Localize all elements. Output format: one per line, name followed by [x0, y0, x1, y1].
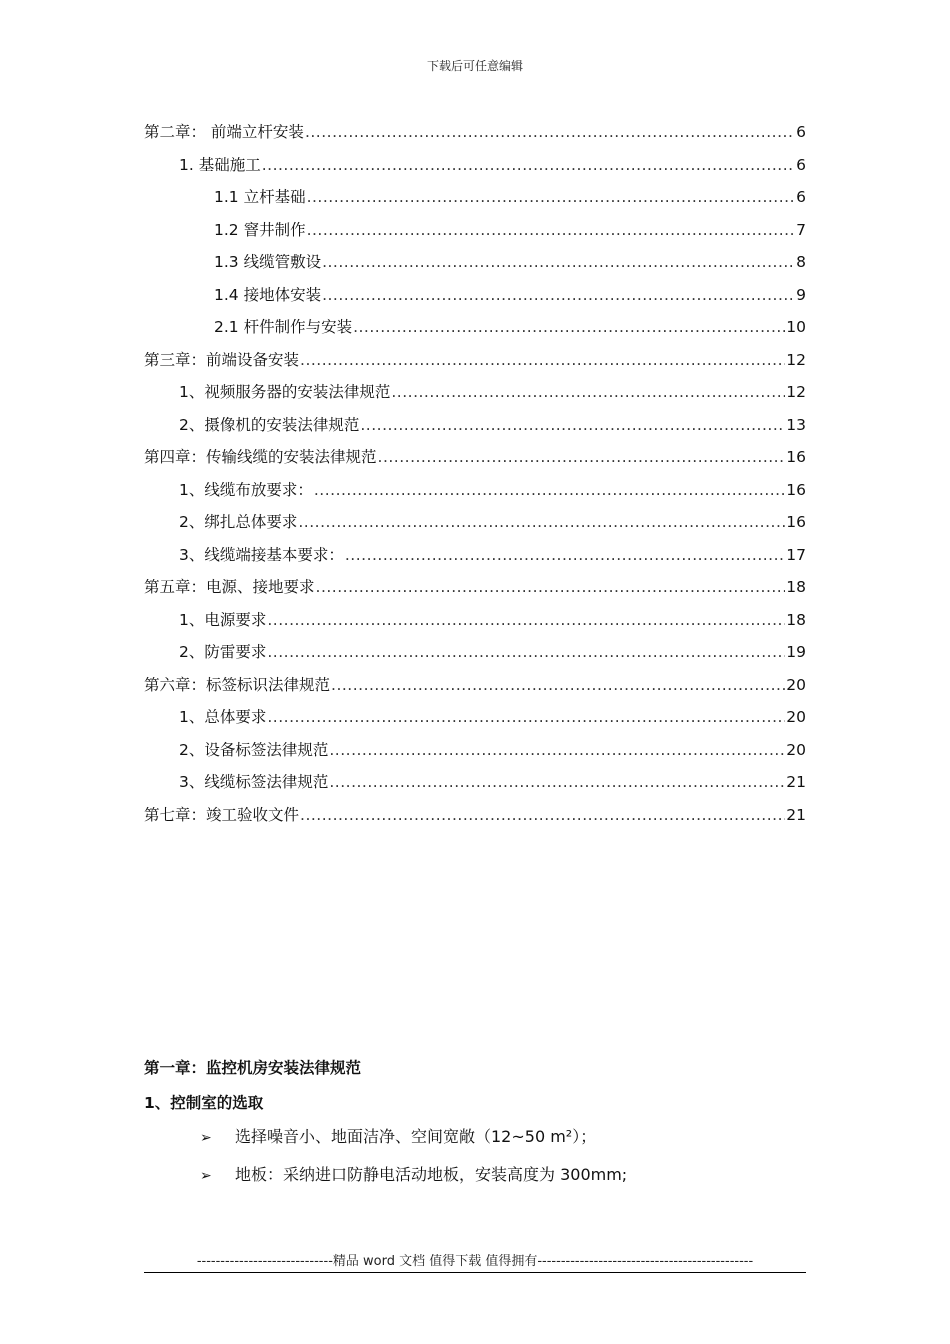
toc-leader-dots: [353, 318, 785, 336]
toc-entry-page: 19: [786, 643, 806, 661]
toc-entry[interactable]: [144, 543, 806, 576]
table-of-contents: [144, 120, 806, 835]
toc-leader-dots: [378, 448, 786, 466]
toc-entry-page: 6: [796, 155, 806, 174]
toc-entry-page: 6: [796, 188, 806, 206]
toc-entry[interactable]: [144, 445, 806, 478]
toc-leader-dots: [307, 188, 796, 206]
toc-leader-dots: [305, 123, 795, 141]
bullet-list: [200, 1124, 820, 1200]
toc-leader-dots: [300, 806, 785, 824]
toc-leader-dots: [316, 578, 786, 596]
toc-entry-title: 1.2 窨井制作: [214, 220, 306, 239]
toc-entry-page: 12: [786, 383, 806, 401]
toc-entry[interactable]: [144, 185, 806, 218]
toc-entry-title: 2、绑扎总体要求: [179, 513, 298, 531]
toc-entry[interactable]: [144, 153, 806, 186]
toc-entry[interactable]: [144, 510, 806, 543]
toc-entry-page: 9: [796, 285, 806, 304]
toc-entry-title: 第五章：电源、接地要求: [144, 578, 315, 596]
toc-entry-page: 20: [786, 675, 806, 694]
toc-leader-dots: [331, 676, 785, 694]
toc-leader-dots: [322, 253, 795, 271]
arrow-bullet-icon: ➢: [200, 1168, 212, 1184]
toc-entry-title: 第三章：前端设备安装: [144, 350, 300, 369]
toc-leader-dots: [267, 643, 785, 661]
toc-entry-title: 2、摄像机的安装法律规范: [179, 415, 360, 434]
toc-entry-page: 16: [786, 480, 806, 499]
toc-entry-title: 2.1 杆件制作与安装: [214, 318, 353, 336]
toc-entry-title: 1、电源要求: [179, 610, 267, 629]
footer-rule: [144, 1272, 806, 1273]
toc-leader-dots: [298, 513, 785, 531]
toc-entry[interactable]: [144, 315, 806, 348]
page-footer: [144, 1250, 806, 1273]
toc-entry-page: 8: [796, 253, 806, 271]
arrow-bullet-icon: ➢: [200, 1130, 212, 1146]
toc-leader-dots: [267, 611, 785, 629]
toc-entry-title: 3、线缆标签法律规范: [179, 773, 329, 791]
toc-leader-dots: [345, 546, 785, 564]
toc-entry-title: 第四章：传输线缆的安装法律规范: [144, 448, 377, 466]
toc-leader-dots: [262, 156, 795, 174]
toc-entry-page: 13: [786, 415, 806, 434]
toc-leader-dots: [329, 741, 785, 759]
toc-entry[interactable]: [144, 705, 806, 738]
section-title: 1、控制室的选取: [144, 1094, 264, 1112]
toc-entry[interactable]: [144, 413, 806, 446]
toc-entry-title: 1.1 立杆基础: [214, 188, 306, 206]
toc-leader-dots: [322, 286, 795, 304]
toc-entry[interactable]: [144, 250, 806, 283]
toc-entry-title: 2、防雷要求: [179, 643, 267, 661]
toc-entry[interactable]: [144, 738, 806, 771]
toc-entry-title: 1、线缆布放要求：: [179, 480, 313, 499]
toc-entry-title: 1.3 线缆管敷设: [214, 253, 322, 271]
toc-leader-dots: [314, 481, 785, 499]
toc-entry-title: 1. 基础施工: [179, 155, 261, 174]
toc-entry-page: 17: [786, 545, 806, 564]
toc-leader-dots: [307, 221, 796, 239]
toc-entry[interactable]: [144, 608, 806, 641]
toc-entry-page: 16: [786, 448, 806, 466]
toc-entry-page: 21: [786, 805, 806, 824]
toc-entry[interactable]: [144, 803, 806, 836]
toc-entry[interactable]: [144, 218, 806, 251]
bullet-item: [200, 1124, 820, 1162]
toc-leader-dots: [360, 416, 785, 434]
toc-entry-title: 1、视频服务器的安装法律规范: [179, 383, 391, 401]
bullet-text: 选择噪音小、地面洁净、空间宽敞（12~50 m²）；: [235, 1127, 597, 1146]
toc-leader-dots: [391, 383, 785, 401]
toc-entry-title: 2、设备标签法律规范: [179, 740, 329, 759]
toc-entry-page: 7: [796, 220, 806, 239]
toc-entry-page: 16: [786, 513, 806, 531]
toc-entry[interactable]: [144, 640, 806, 673]
toc-entry[interactable]: [144, 673, 806, 706]
toc-leader-dots: [267, 708, 785, 726]
toc-entry-title: 第二章： 前端立杆安装: [144, 123, 304, 141]
toc-entry-title: 3、线缆端接基本要求：: [179, 545, 344, 564]
toc-entry-title: 1.4 接地体安装: [214, 285, 322, 304]
bullet-item: [200, 1162, 820, 1200]
footer-text: -----------------------------精品 word 文档 值得下载 值得拥有----------------------------------------------: [196, 1254, 754, 1269]
toc-entry[interactable]: [144, 120, 806, 153]
bullet-text: 地板：采纳进口防静电活动地板，安装高度为 300mm;: [235, 1165, 628, 1184]
toc-entry-page: 10: [786, 318, 806, 336]
toc-entry[interactable]: [144, 283, 806, 316]
toc-entry[interactable]: [144, 380, 806, 413]
toc-entry-page: 18: [786, 578, 806, 596]
chapter-title: 第一章：监控机房安装法律规范: [144, 1059, 362, 1077]
toc-entry-title: 第六章：标签标识法律规范: [144, 675, 331, 694]
toc-entry-page: 6: [796, 123, 806, 141]
toc-entry-title: 第七章：竣工验收文件: [144, 805, 300, 824]
toc-entry[interactable]: [144, 575, 806, 608]
toc-entry-page: 20: [786, 708, 806, 726]
toc-entry[interactable]: [144, 348, 806, 381]
toc-entry[interactable]: [144, 478, 806, 511]
toc-entry-page: 12: [786, 350, 806, 369]
toc-entry[interactable]: [144, 770, 806, 803]
toc-entry-page: 21: [786, 773, 806, 791]
toc-leader-dots: [329, 773, 785, 791]
toc-leader-dots: [300, 351, 785, 369]
toc-entry-page: 20: [786, 740, 806, 759]
toc-entry-page: 18: [786, 610, 806, 629]
page-header: 下载后可任意编辑: [426, 59, 523, 73]
toc-entry-title: 1、总体要求: [179, 708, 267, 726]
